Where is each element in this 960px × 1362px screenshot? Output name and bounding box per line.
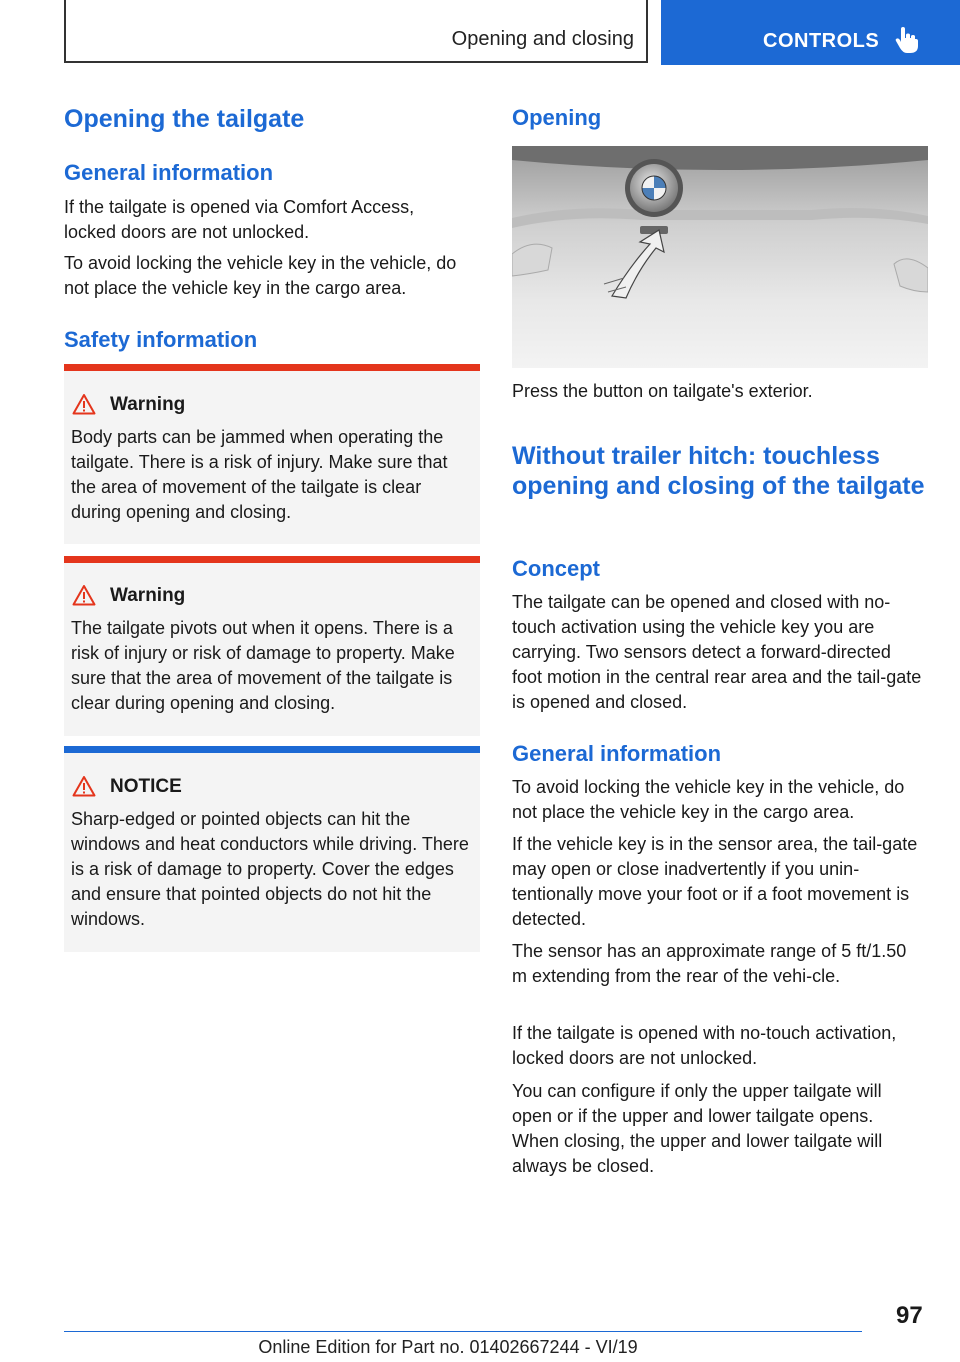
warning-text: The tailgate pivots out when it opens. There is a risk of injury or risk of damage to property. Make sure that the area of movement of the tailgate is clear during opening and closing. [71, 618, 455, 713]
warning-text: Body parts can be jammed when operating the tailgate. There is a risk of injury. Make sure that the area of movement of the tailgate is clear during opening and closing. [71, 427, 448, 522]
header-section-title: Opening and closing [451, 28, 634, 50]
general-info-right-paragraph-3: The sensor has an approximate range of 5 ft/1.50 m extending from the rear of the vehi-cle. [512, 941, 907, 986]
warning-box-bar [64, 364, 480, 371]
warning-triangle-icon [72, 393, 96, 415]
notice-box [64, 746, 480, 952]
page-title: Opening the tailgate [64, 105, 305, 133]
general-info-paragraph-2: To avoid locking the vehicle key in the vehicle, do not place the vehicle key in the cargo area. [64, 253, 457, 298]
header-chapter-title: CONTROLS [763, 30, 880, 52]
general-info-right-paragraph-2: If the vehicle key is in the sensor area, the tail-gate may open or close inadvertently if you unin-tentionally move your foot or if a foot movement is detected. [512, 834, 918, 929]
safety-info-heading: Safety information [64, 327, 258, 352]
warning-label: Warning [110, 585, 186, 606]
header-section-box [64, 0, 648, 63]
general-info-heading: General information [64, 160, 274, 185]
general-info-paragraph-1: If the tailgate is opened via Comfort Access, locked doors are not unlocked. [64, 197, 415, 242]
notice-label: NOTICE [110, 776, 182, 797]
general-info-right-paragraph-5: You can configure if only the upper tailgate will open or if the upper and lower tailgate opens. When closing, the upper and lower tailgate will always be closed. [512, 1081, 883, 1176]
warning-label: Warning [110, 394, 186, 415]
touchless-heading: Without trailer hitch: touchless opening and closing of the tailgate [512, 442, 925, 500]
tailgate-button-illustration [512, 146, 928, 368]
page-number: 97 [896, 1302, 923, 1329]
footer-edition-text: Online Edition for Part no. 01402667244 - VI/19 [258, 1337, 638, 1357]
concept-paragraph: The tailgate can be opened and closed with no-touch activation using the vehicle key you are carrying. Two sensors detect a forward-directed foot motion in the central rear area and the tail-gate is opened and closed. [512, 592, 922, 712]
notice-box-bar [64, 746, 480, 753]
warning-box-bar [64, 556, 480, 563]
warning-box-1 [64, 364, 480, 544]
general-info-right-paragraph-1: To avoid locking the vehicle key in the vehicle, do not place the vehicle key in the cargo area. [512, 777, 905, 822]
concept-heading: Concept [512, 556, 600, 581]
header-chapter-tab[interactable] [661, 0, 960, 65]
warning-box-2 [64, 556, 480, 736]
opening-heading: Opening [512, 105, 602, 130]
footer-divider [64, 1331, 862, 1332]
photo-caption: Press the button on tailgate's exterior. [512, 381, 813, 401]
notice-text: Sharp-edged or pointed objects can hit the windows and heat conductors while driving. There is a risk of damage to property. Cover the edges and ensure that pointed objects do not hit the windows. [71, 809, 469, 929]
general-info-right-paragraph-4: If the tailgate is opened with no-touch activation, locked doors are not unlocked. [512, 1023, 897, 1068]
hand-pointer-icon [894, 26, 920, 54]
warning-triangle-icon [72, 775, 96, 797]
warning-triangle-icon [72, 584, 96, 606]
general-info-heading-right: General information [512, 741, 722, 766]
